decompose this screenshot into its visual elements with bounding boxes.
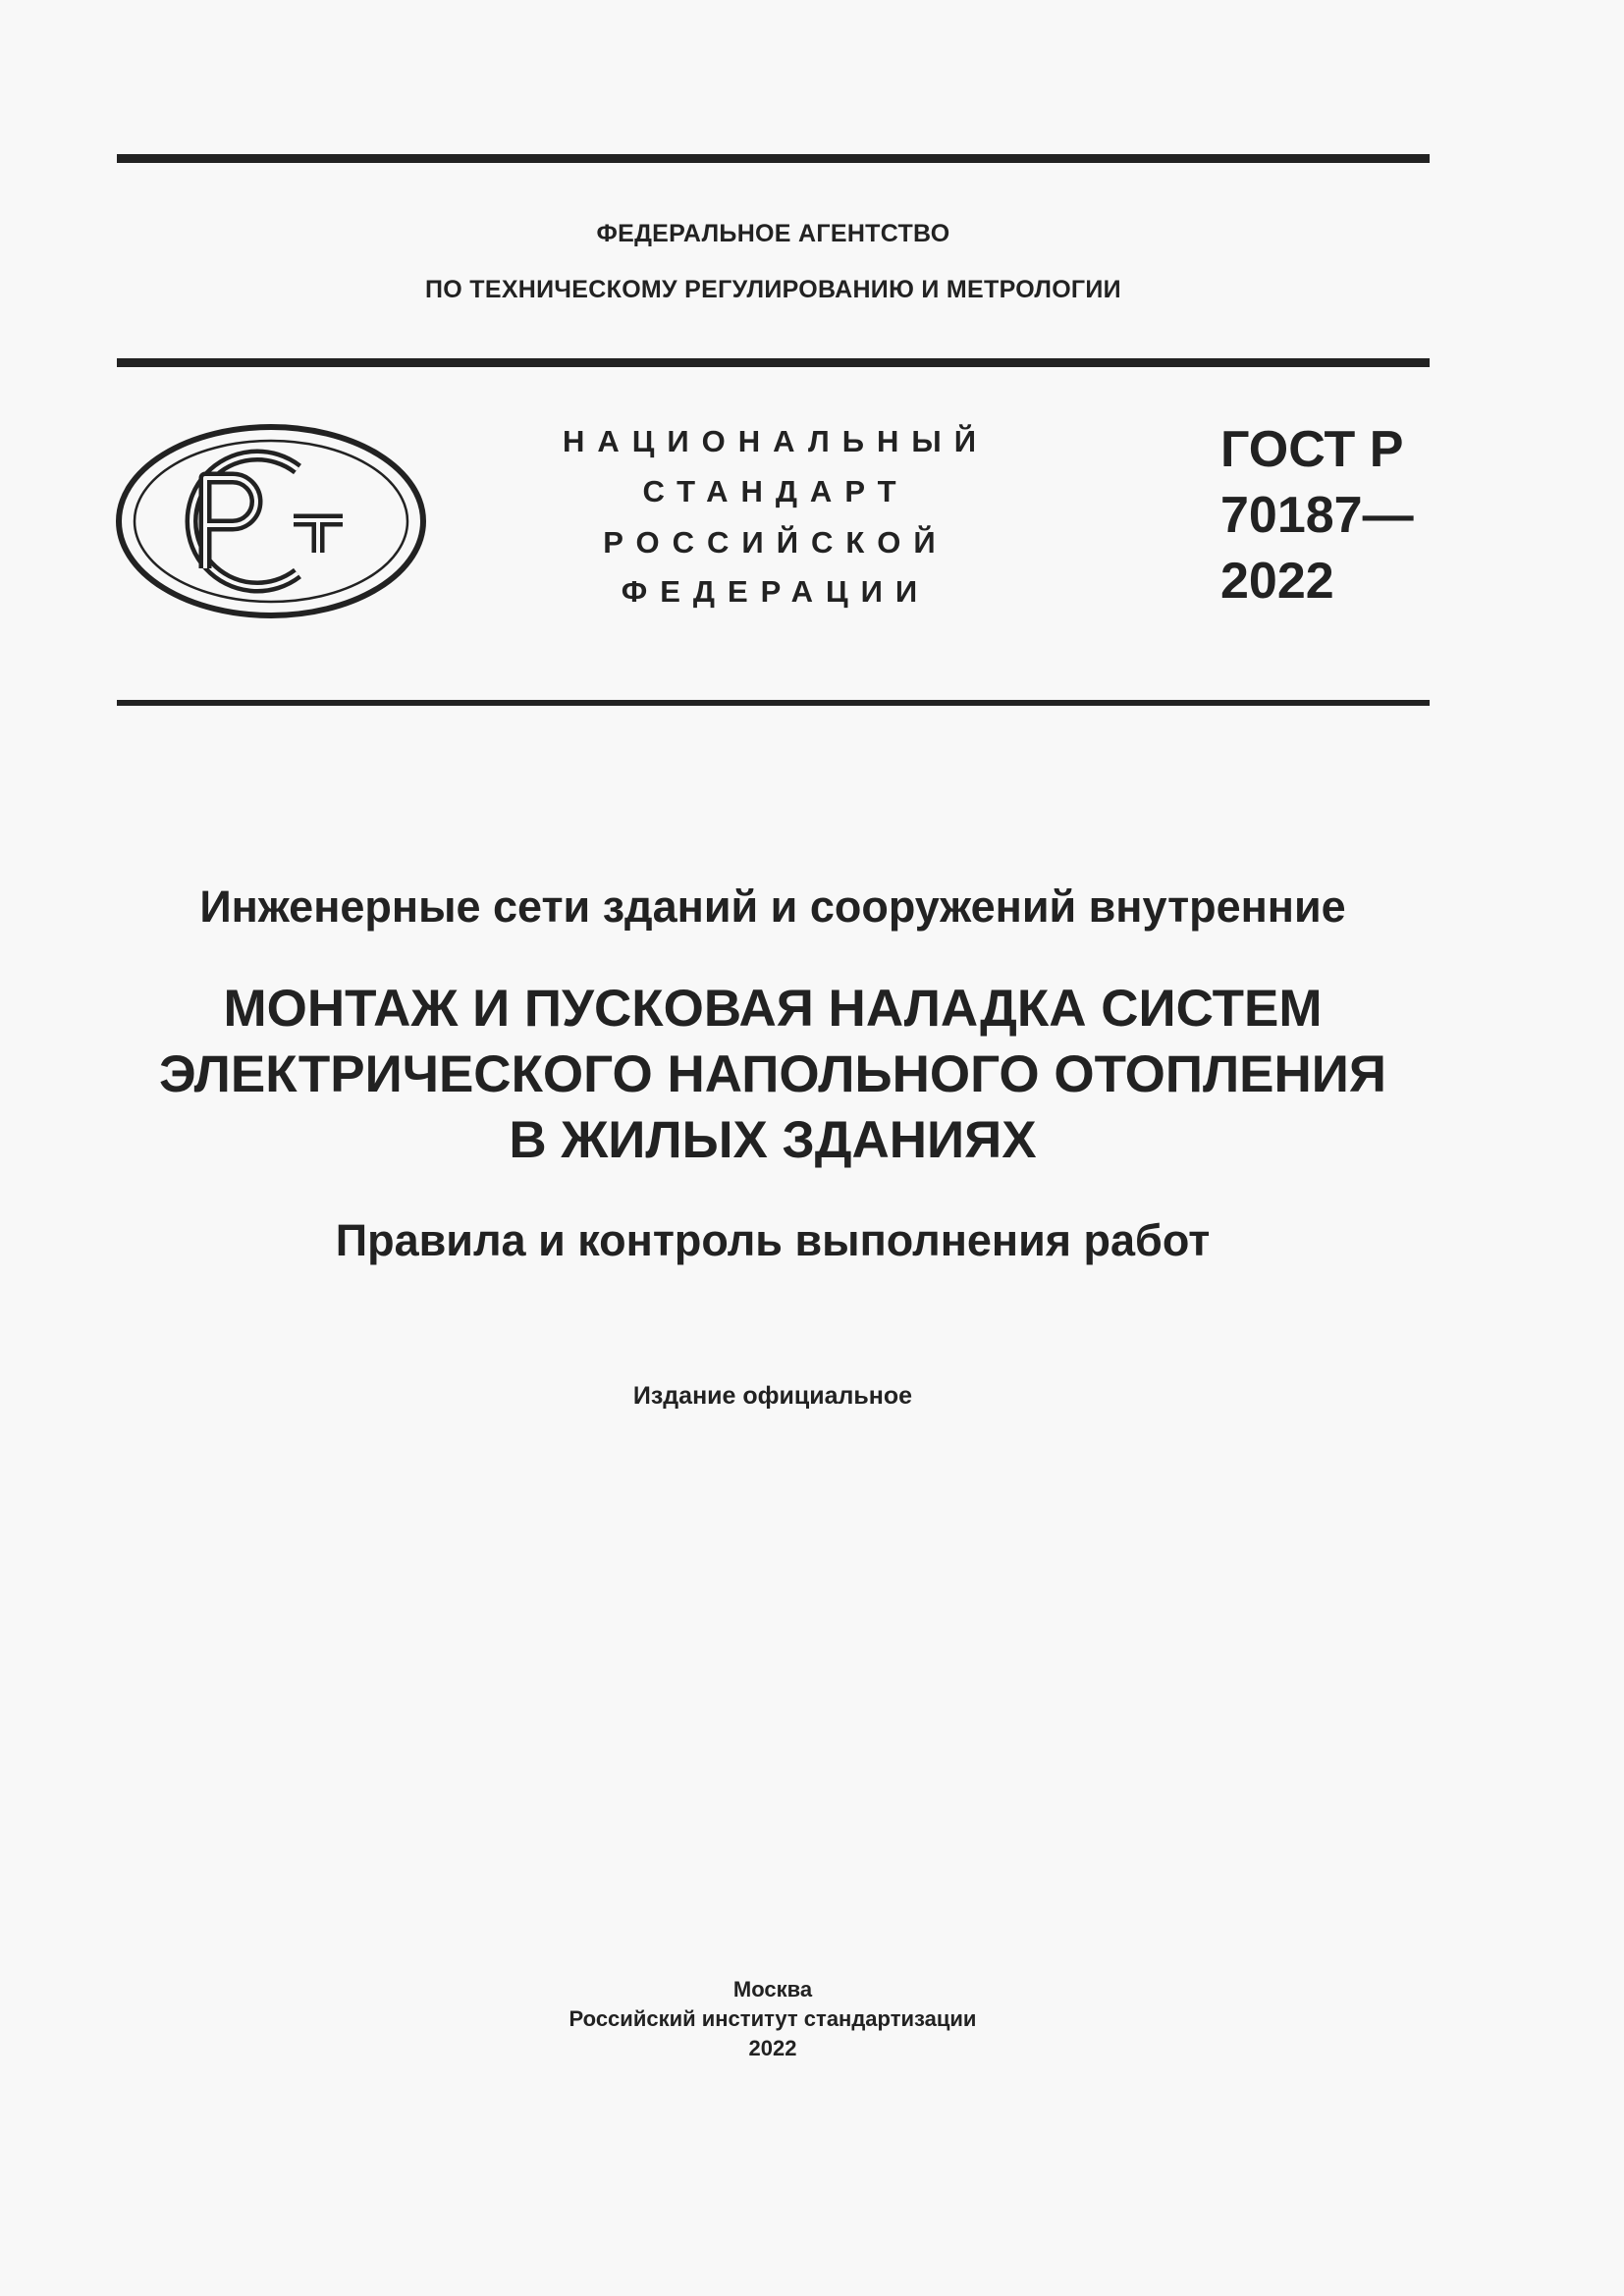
- imprint-city: Москва: [732, 1977, 813, 2002]
- standard-type-line1: НАЦИОНАЛЬНЫЙ: [562, 424, 990, 458]
- masthead-bottom-rule: [117, 700, 1430, 706]
- standard-designation-line1: ГОСТ Р: [1220, 421, 1404, 478]
- document-title-line2: ЭЛЕКТРИЧЕСКОГО НАПОЛЬНОГО ОТОПЛЕНИЯ: [159, 1045, 1386, 1103]
- edition-label: Издание официальное: [632, 1382, 913, 1410]
- agency-name-line2: ПО ТЕХНИЧЕСКОМУ РЕГУЛИРОВАНИЮ И МЕТРОЛОГИИ: [425, 276, 1121, 303]
- document-title-line3: В ЖИЛЫХ ЗДАНИЯХ: [509, 1111, 1037, 1169]
- standard-type-line2: СТАНДАРТ: [642, 474, 909, 508]
- document-title-line1: МОНТАЖ И ПУСКОВАЯ НАЛАДКА СИСТЕМ: [223, 980, 1323, 1038]
- imprint-publisher: Российский институт стандартизации: [568, 2006, 977, 2031]
- imprint-year: 2022: [748, 2036, 797, 2060]
- standard-type-line4: ФЕДЕРАЦИИ: [621, 574, 931, 609]
- agency-name-line1: ФЕДЕРАЛЬНОЕ АГЕНТСТВО: [596, 220, 950, 247]
- rst-logo-icon: [115, 423, 427, 619]
- header-divider-rule: [117, 358, 1430, 367]
- top-rule: [117, 154, 1430, 163]
- document-subject: Инженерные сети зданий и сооружений внутренние: [199, 881, 1346, 932]
- standard-designation-line2: 70187—: [1220, 487, 1414, 544]
- standard-type-line3: РОССИЙСКОЙ: [603, 525, 948, 560]
- document-subtitle: Правила и контроль выполнения работ: [335, 1215, 1211, 1265]
- standard-designation-line3: 2022: [1220, 553, 1334, 610]
